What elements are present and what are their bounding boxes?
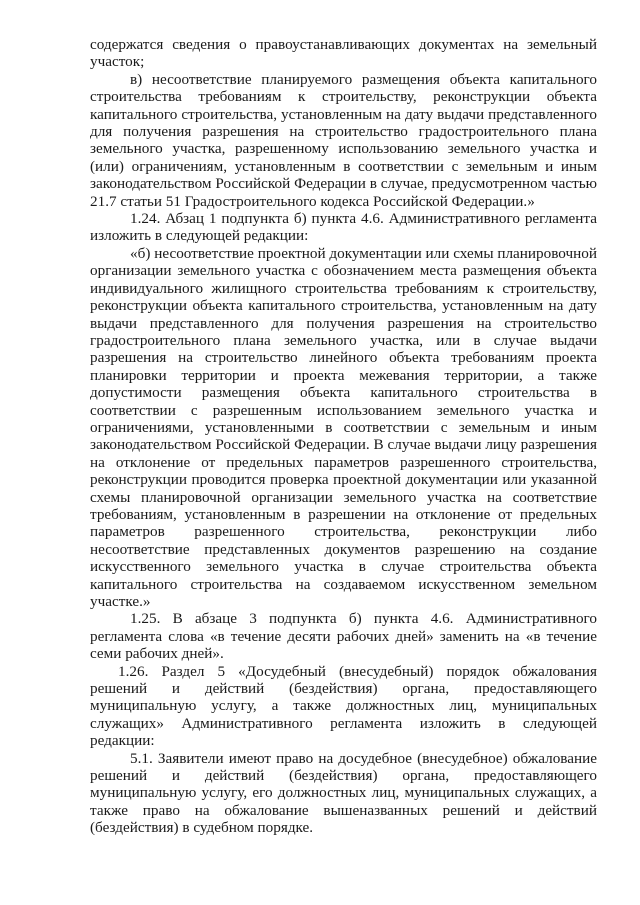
document-body [90,36,597,837]
paragraph-1-25: 1.25. В абзаце 3 подпункта б) пункта 4.6. Административного регламента слова «в течение десяти рабочих дней» заменить на «в течение семи рабочих дней». [90,610,597,663]
paragraph-item-v: в) несоответствие планируемого размещения объекта капитального строительства требованиям к строительству, реконструкции объекта капитального строительства, установленным на дату выдачи представленного для получения разрешения на строительство градостроительного плана земельного участка, разрешенному использованию земельного участка и (или) ограничениям, установленным в соответствии с земельным и иным законодательством Российской Федерации в случае, предусмотренном частью 21.7 статьи 51 Градостроительного кодекса Российской Федерации.» [90,70,597,210]
paragraph-1-24: 1.24. Абзац 1 подпункта б) пункта 4.6. Административного регламента изложить в следующей редакции: [90,210,597,245]
paragraph-quoted-b: «б) несоответствие проектной документации или схемы планировочной организации земельного участка с обозначением места размещения объекта индивидуального жилищного строительства требованиям к строительству, реконструкции объекта капитального строительства, установленным на дату выдачи представленного для получения разрешения на строительство градостроительного плана земельного участка, или в случае выдачи разрешения на строительство линейного объекта требованиям проекта планировки территории и проекта межевания территории, а также допустимости размещения объекта капитального строительства в соответствии с разрешенным использованием земельного участка и ограничениями, установленными в соответствии с земельным и иным законодательством Российской Федерации. В случае выдачи лицу разрешения на отклонение от предельных параметров разрешенного строительства, реконструкции проводится проверка проектной документации или указанной схемы планировочной организации земельного участка на соответствие требованиям, установленным в разрешении на отклонение от предельных параметров разрешенного строительства, реконструкции либо несоответствие представленных документов разрешению на создание искусственного земельного участка в случае строительства объекта капитального строительства на создаваемом искусственном земельном участке.» [90,244,597,610]
paragraph-continuation: содержатся сведения о правоустанавливающих документах на земельный участок; [90,36,597,71]
paragraph-5-1: 5.1. Заявители имеют право на досудебное (внесудебное) обжалование решений и действий (бездействия) органа, предоставляющего муниципальную услугу, его должностных лиц, муниципальных служащих, а также право на обжалование вышеназванных решений и действий (бездействия) в судебном порядке. [90,749,597,837]
paragraph-1-26: 1.26. Раздел 5 «Досудебный (внесудебный) порядок обжалования решений и действий (бездействия) органа, предоставляющего муниципальную услугу, а также должностных лиц, муниципальных служащих» Административного регламента изложить в следующей редакции: [90,662,597,750]
